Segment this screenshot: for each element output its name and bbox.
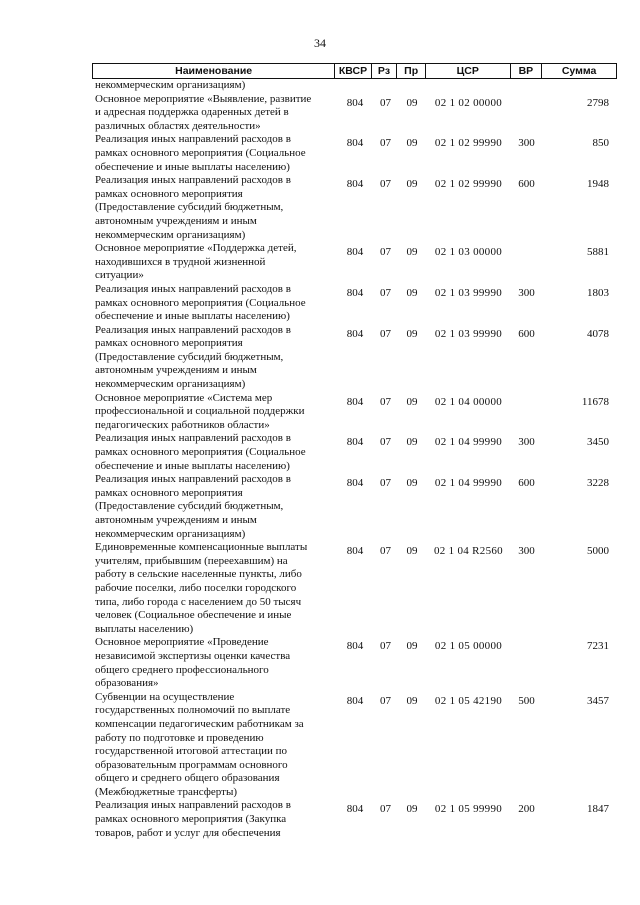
row-rz: 07 <box>380 640 391 653</box>
table-row <box>92 392 617 433</box>
row-kvsr: 804 <box>346 545 364 558</box>
row-kvsr: 804 <box>346 286 364 299</box>
row-name <box>92 432 337 473</box>
row-pr: 09 <box>406 477 418 490</box>
row-name-line: автономным учреждениям и иным <box>95 364 257 377</box>
row-name-line: выплаты населению) <box>95 622 194 635</box>
header-rz: Рз <box>371 64 397 78</box>
row-name-line: находившихся в трудной жизненной <box>95 255 266 268</box>
row-name-line: государственных полномочий по выплате <box>95 704 291 717</box>
row-name <box>92 283 337 324</box>
row-name-line: образования» <box>95 677 159 690</box>
row-name-line: (Предоставление субсидий бюджетным, <box>95 350 284 363</box>
row-name-line: Единовременные компенсационные выплаты <box>95 541 308 554</box>
row-name <box>92 242 337 283</box>
row-name-line: рамках основного мероприятия (Закупка <box>95 813 287 826</box>
row-name <box>92 392 337 433</box>
page-number: 34 <box>314 36 326 50</box>
row-name-line: независимой экспертизы оценки качества <box>95 649 291 662</box>
row-name-line: товаров, работ и услуг для обеспечения <box>95 826 281 839</box>
row-name <box>92 324 337 392</box>
row-name-line: государственной итоговой аттестации по <box>95 745 288 758</box>
row-pr: 09 <box>406 694 418 707</box>
row-name-line: и адресная поддержка одаренных детей в <box>95 106 289 119</box>
row-name-line: автономным учреждениям и иным <box>95 514 257 526</box>
row-csr: 02 1 02 00000 <box>434 96 503 109</box>
row-csr: 02 1 02 99990 <box>434 137 503 150</box>
row-name-line: Основное мероприятие «Проведение <box>95 636 269 649</box>
header-pr: Пр <box>396 64 425 78</box>
row-name-line: профессиональной и социальной поддержки <box>95 405 305 418</box>
header-vr: ВР <box>510 64 542 78</box>
row-kvsr: 804 <box>346 137 364 150</box>
row-pr: 09 <box>406 436 418 449</box>
row-kvsr: 804 <box>346 395 364 408</box>
row-name-line: компенсации педагогическим работникам за <box>95 717 304 730</box>
table-row <box>92 636 617 690</box>
row-vr: 600 <box>518 327 535 340</box>
row-name-line: рамках основного мероприятия (Социальное <box>95 446 306 459</box>
row-name-line: некоммерческим организациям) <box>95 228 246 241</box>
row-csr: 02 1 04 99990 <box>434 477 503 490</box>
row-vr: 500 <box>518 694 535 707</box>
row-sum <box>542 79 617 83</box>
header-kvsr: КВСР <box>334 64 370 78</box>
row-pr: 09 <box>406 803 418 816</box>
row-sum: 1948 <box>587 178 609 191</box>
row-pr: 09 <box>406 327 418 340</box>
row-pr: 09 <box>406 286 418 299</box>
row-rz: 07 <box>380 436 391 449</box>
row-vr <box>511 93 542 97</box>
row-csr: 02 1 05 99990 <box>434 803 503 816</box>
row-kvsr: 804 <box>346 694 364 707</box>
row-csr <box>426 79 511 83</box>
row-pr: 09 <box>406 137 418 150</box>
row-name-line: образовательным программам основного <box>95 758 288 771</box>
table-row <box>92 473 617 541</box>
row-rz: 07 <box>380 694 391 707</box>
row-name-line: автономным учреждениям и иным <box>95 214 257 227</box>
row-vr <box>511 636 542 640</box>
row-kvsr: 804 <box>346 96 364 109</box>
table-header <box>92 63 617 79</box>
budget-table <box>92 63 617 840</box>
row-name-line: рамках основного мероприятия <box>95 486 243 499</box>
row-pr: 09 <box>406 640 418 653</box>
row-sum: 1847 <box>587 803 609 816</box>
row-csr: 02 1 04 R2560 <box>434 545 503 558</box>
header-csr: ЦСР <box>425 64 510 78</box>
row-kvsr <box>337 79 373 83</box>
row-kvsr: 804 <box>346 803 364 816</box>
row-kvsr: 804 <box>346 178 364 191</box>
row-name-line: некоммерческим организациям) <box>95 527 246 540</box>
table-row <box>92 93 617 134</box>
row-pr: 09 <box>406 246 418 259</box>
row-vr <box>511 242 542 246</box>
row-name-line: (Межбюджетные трансферты) <box>95 785 237 798</box>
row-name <box>92 636 337 690</box>
table-row <box>92 242 617 283</box>
row-name-line: обеспечение и иные выплаты населению) <box>95 160 290 173</box>
row-sum: 1803 <box>587 286 609 299</box>
row-vr: 600 <box>518 477 535 490</box>
row-vr: 200 <box>518 803 535 816</box>
row-csr: 02 1 03 00000 <box>434 246 503 259</box>
row-kvsr: 804 <box>346 246 364 259</box>
row-sum: 2798 <box>587 96 609 109</box>
row-csr: 02 1 04 99990 <box>434 436 503 449</box>
row-name-line: Реализация иных направлений расходов в <box>95 473 291 486</box>
row-name <box>92 473 337 541</box>
row-csr: 02 1 03 99990 <box>434 286 503 299</box>
table-row <box>92 174 617 242</box>
row-sum: 5000 <box>587 545 609 558</box>
row-name-line: педагогических работников области» <box>95 418 270 431</box>
row-name-line: рамках основного мероприятия <box>95 337 243 350</box>
row-name-line: некоммерческим организациям) <box>95 79 246 91</box>
row-name <box>92 79 337 93</box>
row-name-line: общего среднего профессионального <box>95 663 269 676</box>
row-pr <box>398 79 426 83</box>
row-vr: 600 <box>518 178 535 191</box>
row-rz: 07 <box>380 96 391 109</box>
row-name <box>92 541 337 636</box>
row-rz: 07 <box>380 137 391 150</box>
row-vr: 300 <box>518 286 535 299</box>
table-body <box>92 79 617 840</box>
row-name-line: Реализация иных направлений расходов в <box>95 282 291 295</box>
row-name-line: обеспечение и иные выплаты населению) <box>95 459 290 472</box>
row-sum: 11678 <box>581 395 609 408</box>
table-row <box>92 691 617 800</box>
row-pr: 09 <box>406 178 418 191</box>
row-csr: 02 1 02 99990 <box>434 178 503 191</box>
row-name-line: (Предоставление субсидий бюджетным, <box>95 500 284 513</box>
row-name-line: человек (Социальное обеспечение и иные <box>95 609 292 622</box>
row-rz <box>373 79 398 83</box>
row-name <box>92 691 337 800</box>
table-row <box>92 799 617 840</box>
row-sum: 3450 <box>587 436 609 449</box>
row-name <box>92 799 337 840</box>
row-vr: 300 <box>518 137 535 150</box>
row-vr: 300 <box>518 436 535 449</box>
row-csr: 02 1 05 00000 <box>434 640 503 653</box>
row-rz: 07 <box>380 286 391 299</box>
header-sum: Сумма <box>541 64 616 78</box>
row-rz: 07 <box>380 178 391 191</box>
row-name-line: Основное мероприятие «Система мер <box>95 391 273 404</box>
row-rz: 07 <box>380 327 391 340</box>
row-csr: 02 1 04 00000 <box>434 395 503 408</box>
row-rz: 07 <box>380 803 391 816</box>
row-csr: 02 1 03 99990 <box>434 327 503 340</box>
row-rz: 07 <box>380 246 391 259</box>
row-name-line: Основное мероприятие «Выявление, развитие <box>95 92 312 105</box>
row-name-line: рабочие поселки, либо поселки городского <box>95 581 297 594</box>
row-name <box>92 174 337 242</box>
row-name <box>92 133 337 174</box>
row-sum: 4078 <box>587 327 609 340</box>
row-name-line: работу в сельские населенные пункты, либо <box>95 568 302 581</box>
row-name-line: Реализация иных направлений расходов в <box>95 323 291 336</box>
row-csr: 02 1 05 42190 <box>434 694 503 707</box>
row-name-line: рамках основного мероприятия <box>95 187 243 200</box>
table-row <box>92 79 617 93</box>
row-rz: 07 <box>380 545 391 558</box>
row-name-line: типа, либо города с населением до 50 тысяч <box>95 595 302 608</box>
row-vr <box>511 79 542 83</box>
row-name-line: Реализация иных направлений расходов в <box>95 133 291 146</box>
header-name: Наименование <box>175 65 253 77</box>
table-row <box>92 283 617 324</box>
table-row <box>92 432 617 473</box>
row-rz: 07 <box>380 477 391 490</box>
row-kvsr: 804 <box>346 327 364 340</box>
row-sum: 5881 <box>587 246 609 259</box>
row-kvsr: 804 <box>346 477 364 490</box>
row-sum: 850 <box>592 137 609 150</box>
row-name-line: некоммерческим организациям) <box>95 378 246 391</box>
table-row <box>92 324 617 392</box>
row-kvsr: 804 <box>346 436 364 449</box>
row-name-line: Основное мероприятие «Поддержка детей, <box>95 242 297 255</box>
row-name-line: рамках основного мероприятия (Социальное <box>95 296 306 309</box>
row-name-line: ситуации» <box>95 269 144 282</box>
table-row <box>92 541 617 636</box>
row-name-line: работу по подготовке и проведению <box>95 731 264 744</box>
row-sum: 7231 <box>587 640 609 653</box>
row-sum: 3457 <box>587 694 609 707</box>
row-name-line: (Предоставление субсидий бюджетным, <box>95 201 284 214</box>
row-rz: 07 <box>380 395 391 408</box>
row-pr: 09 <box>406 395 418 408</box>
row-name-line: Реализация иных направлений расходов в <box>95 432 291 445</box>
row-name-line: обеспечение и иные выплаты населению) <box>95 310 290 323</box>
row-name-line: Реализация иных направлений расходов в <box>95 799 291 812</box>
row-name-line: Субвенции на осуществление <box>95 690 235 703</box>
row-kvsr: 804 <box>346 640 364 653</box>
row-vr <box>511 392 542 396</box>
row-pr: 09 <box>406 96 418 109</box>
row-name-line: Реализация иных направлений расходов в <box>95 174 291 187</box>
row-vr: 300 <box>518 545 535 558</box>
row-pr: 09 <box>406 545 418 558</box>
row-name-line: учителям, прибывшим (переехавшим) на <box>95 554 288 567</box>
row-name-line: рамках основного мероприятия (Социальное <box>95 146 306 159</box>
row-name <box>92 93 337 134</box>
row-name-line: различных областях деятельности» <box>95 119 261 132</box>
row-sum: 3228 <box>587 477 609 490</box>
row-name-line: общего и среднего общего образования <box>95 772 280 785</box>
table-row <box>92 133 617 174</box>
